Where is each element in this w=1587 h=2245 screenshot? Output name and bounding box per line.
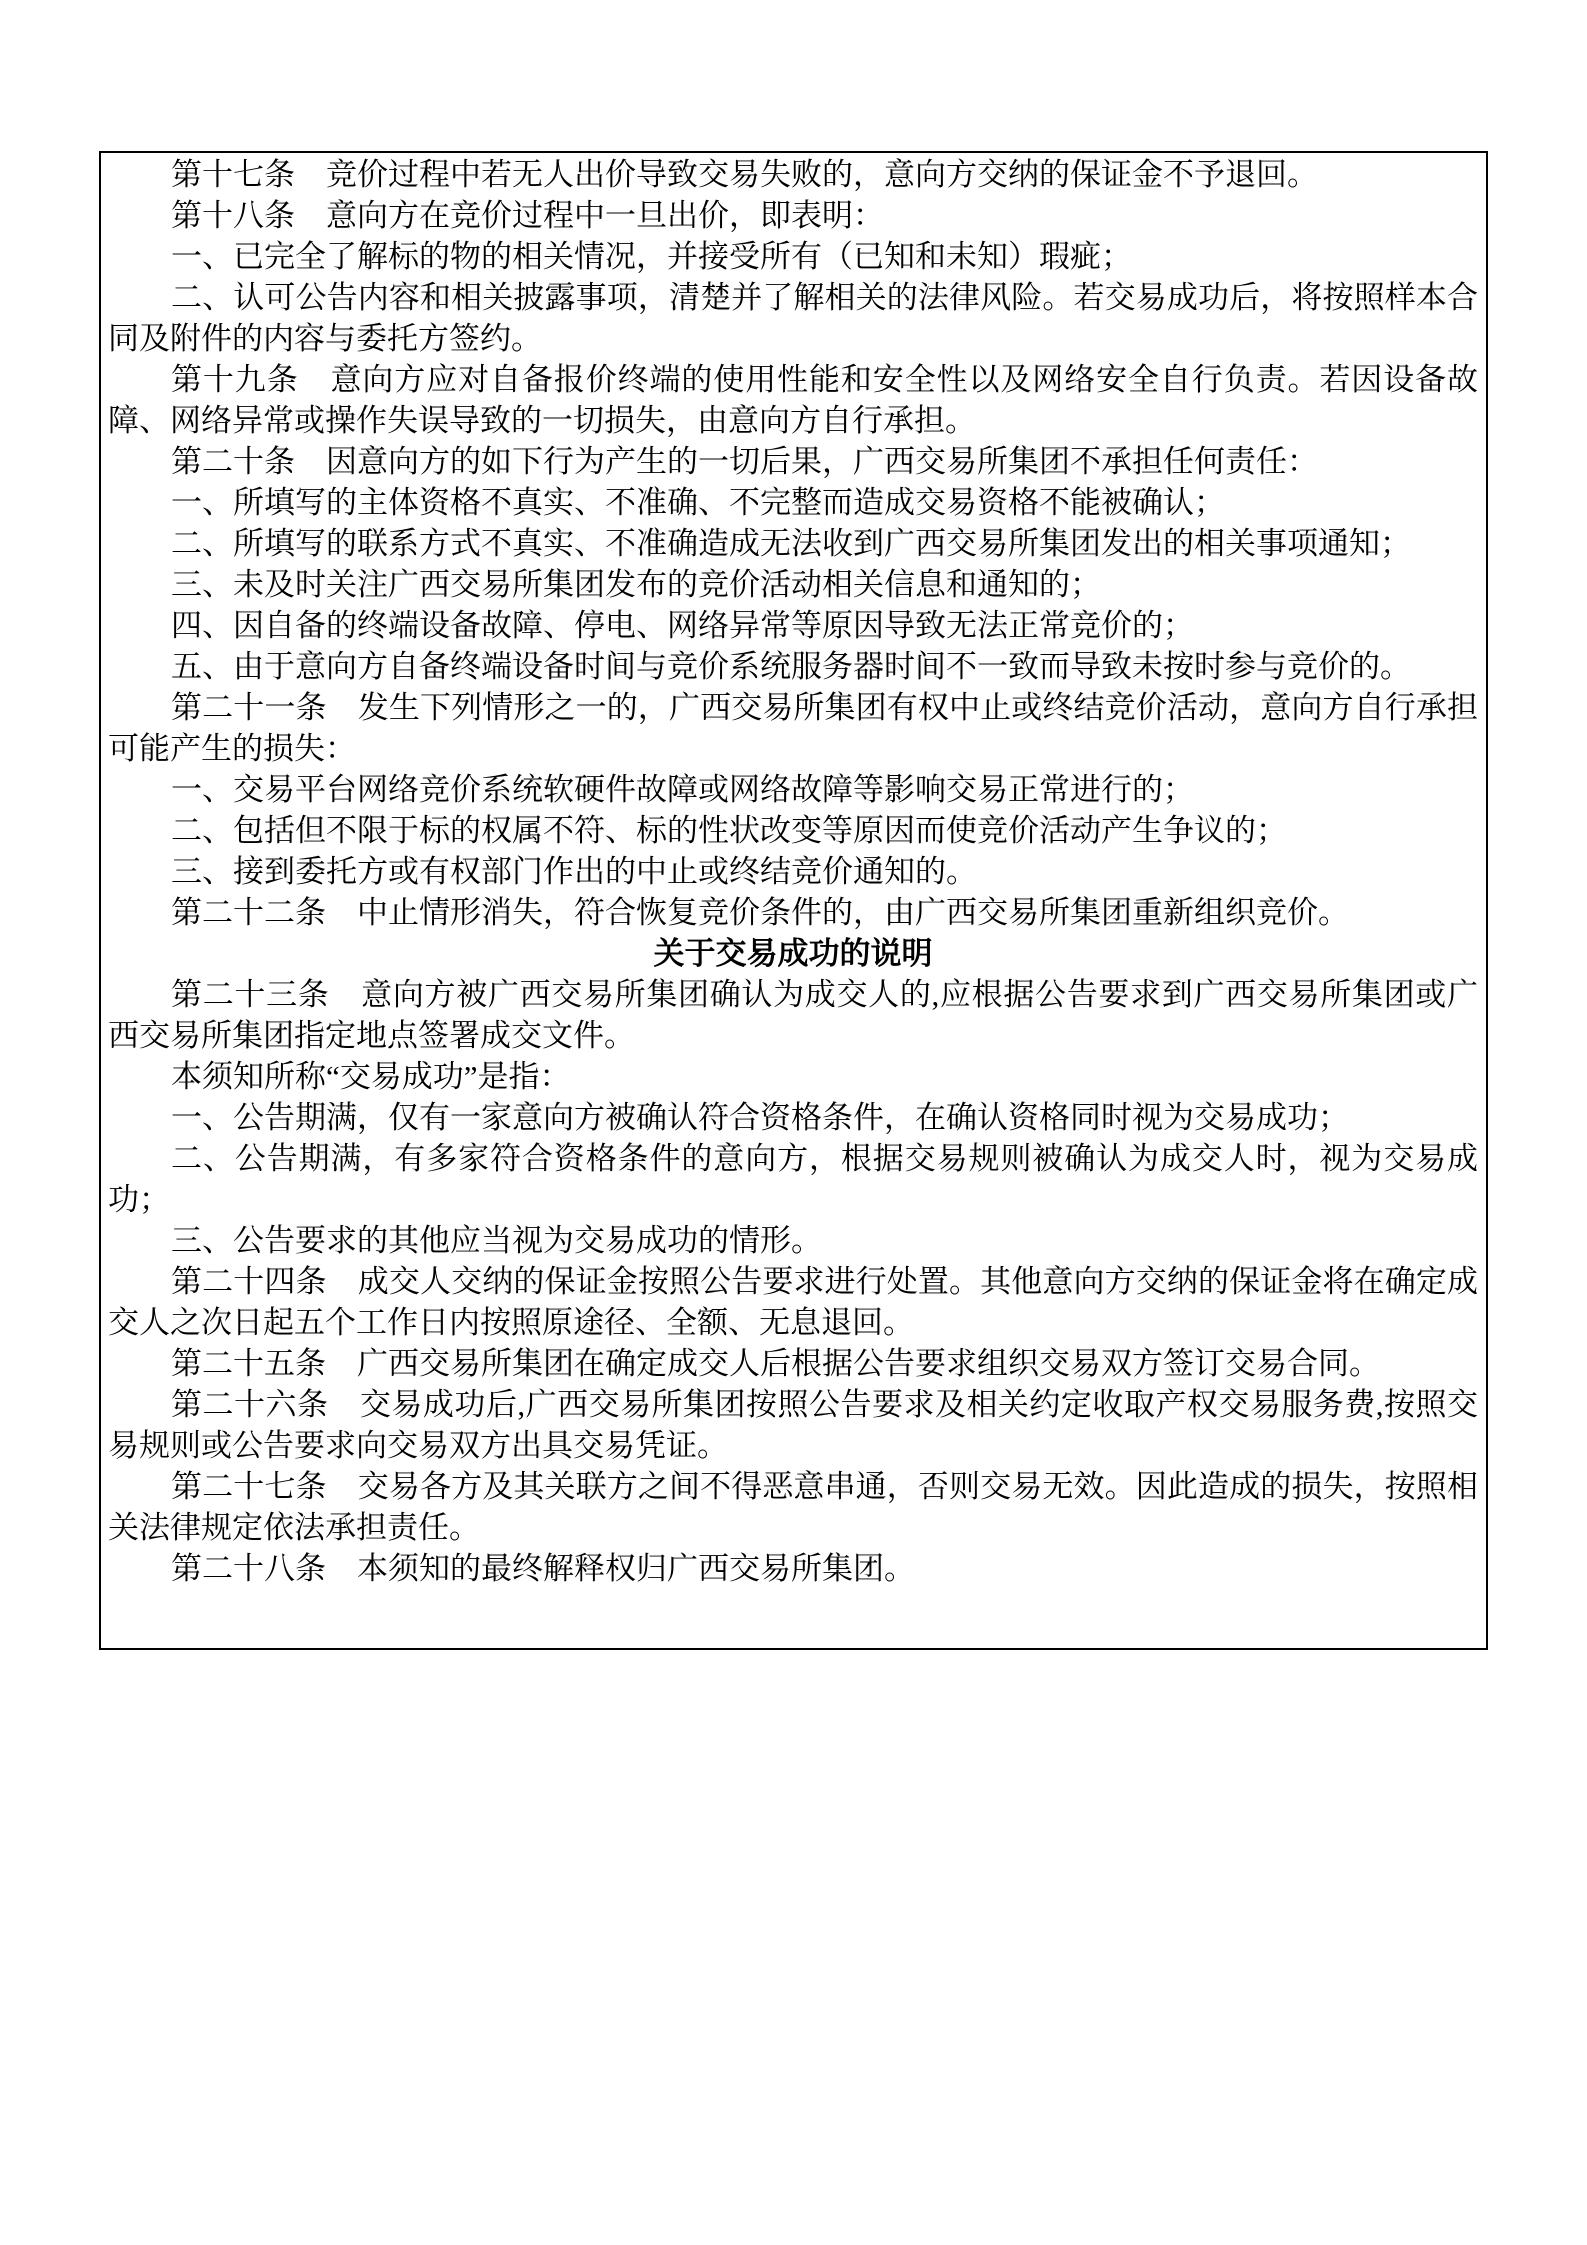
- paragraph: 第二十二条 中止情形消失，符合恢复竞价条件的，由广西交易所集团重新组织竞价。: [171, 895, 1349, 930]
- paragraph: 二、包括但不限于标的权属不符、标的性状改变等原因而使竞价活动产生争议的；: [171, 813, 1287, 848]
- section-heading: 关于交易成功的说明: [653, 936, 933, 971]
- terms-text: [108, 154, 1478, 1589]
- paragraph: 五、由于意向方自备终端设备时间与竞价系统服务器时间不一致而导致未按时参与竞价的。: [171, 649, 1411, 684]
- paragraph: 三、未及时关注广西交易所集团发布的竞价活动相关信息和通知的；: [171, 567, 1101, 602]
- paragraph: 三、公告要求的其他应当视为交易成功的情形。: [171, 1223, 822, 1258]
- paragraph: 本须知所称“交易成功”是指：: [171, 1059, 571, 1094]
- paragraph: 三、接到委托方或有权部门作出的中止或终结竞价通知的。: [171, 854, 977, 889]
- paragraph: 一、公告期满，仅有一家意向方被确认符合资格条件，在确认资格同时视为交易成功；: [171, 1100, 1349, 1135]
- paragraph: 二、认可公告内容和相关披露事项，清楚并了解相关的法律风险。若交易成功后，将按照样本合同及附件的内容与委托方签约。: [108, 280, 1478, 356]
- paragraph: 第二十七条 交易各方及其关联方之间不得恶意串通，否则交易无效。因此造成的损失，按照相关法律规定依法承担责任。: [108, 1469, 1478, 1545]
- paragraph: 四、因自备的终端设备故障、停电、网络异常等原因导致无法正常竞价的；: [171, 608, 1194, 643]
- paragraph: 第二十五条 广西交易所集团在确定成交人后根据公告要求组织交易双方签订交易合同。: [171, 1346, 1380, 1381]
- paragraph: 第十七条 竞价过程中若无人出价导致交易失败的，意向方交纳的保证金不予退回。: [171, 157, 1318, 192]
- paragraph: 二、所填写的联系方式不真实、不准确造成无法收到广西交易所集团发出的相关事项通知；: [171, 526, 1411, 561]
- terms-document-box: [99, 151, 1488, 1650]
- paragraph: 二、公告期满，有多家符合资格条件的意向方，根据交易规则被确认为成交人时，视为交易成功；: [108, 1141, 1478, 1217]
- paragraph: 第二十八条 本须知的最终解释权归广西交易所集团。: [171, 1551, 915, 1586]
- paragraph: 一、交易平台网络竞价系统软硬件故障或网络故障等影响交易正常进行的；: [171, 772, 1194, 807]
- paragraph: 一、所填写的主体资格不真实、不准确、不完整而造成交易资格不能被确认；: [171, 485, 1225, 520]
- paragraph: 一、已完全了解标的物的相关情况，并接受所有（已知和未知）瑕疵；: [171, 239, 1132, 274]
- paragraph: 第十八条 意向方在竞价过程中一旦出价，即表明：: [171, 198, 884, 233]
- paragraph: 第二十一条 发生下列情形之一的，广西交易所集团有权中止或终结竞价活动，意向方自行承担可能产生的损失：: [108, 690, 1478, 766]
- paragraph: 第二十三条 意向方被广西交易所集团确认为成交人的,应根据公告要求到广西交易所集团或广西交易所集团指定地点签署成交文件。: [108, 977, 1478, 1053]
- paragraph: 第十九条 意向方应对自备报价终端的使用性能和安全性以及网络安全自行负责。若因设备故障、网络异常或操作失误导致的一切损失，由意向方自行承担。: [108, 362, 1478, 438]
- paragraph: 第二十六条 交易成功后,广西交易所集团按照公告要求及相关约定收取产权交易服务费,按照交易规则或公告要求向交易双方出具交易凭证。: [108, 1387, 1478, 1463]
- paragraph: 第二十条 因意向方的如下行为产生的一切后果，广西交易所集团不承担任何责任：: [171, 444, 1318, 479]
- paragraph: 第二十四条 成交人交纳的保证金按照公告要求进行处置。其他意向方交纳的保证金将在确定成交人之次日起五个工作日内按照原途径、全额、无息退回。: [108, 1264, 1478, 1340]
